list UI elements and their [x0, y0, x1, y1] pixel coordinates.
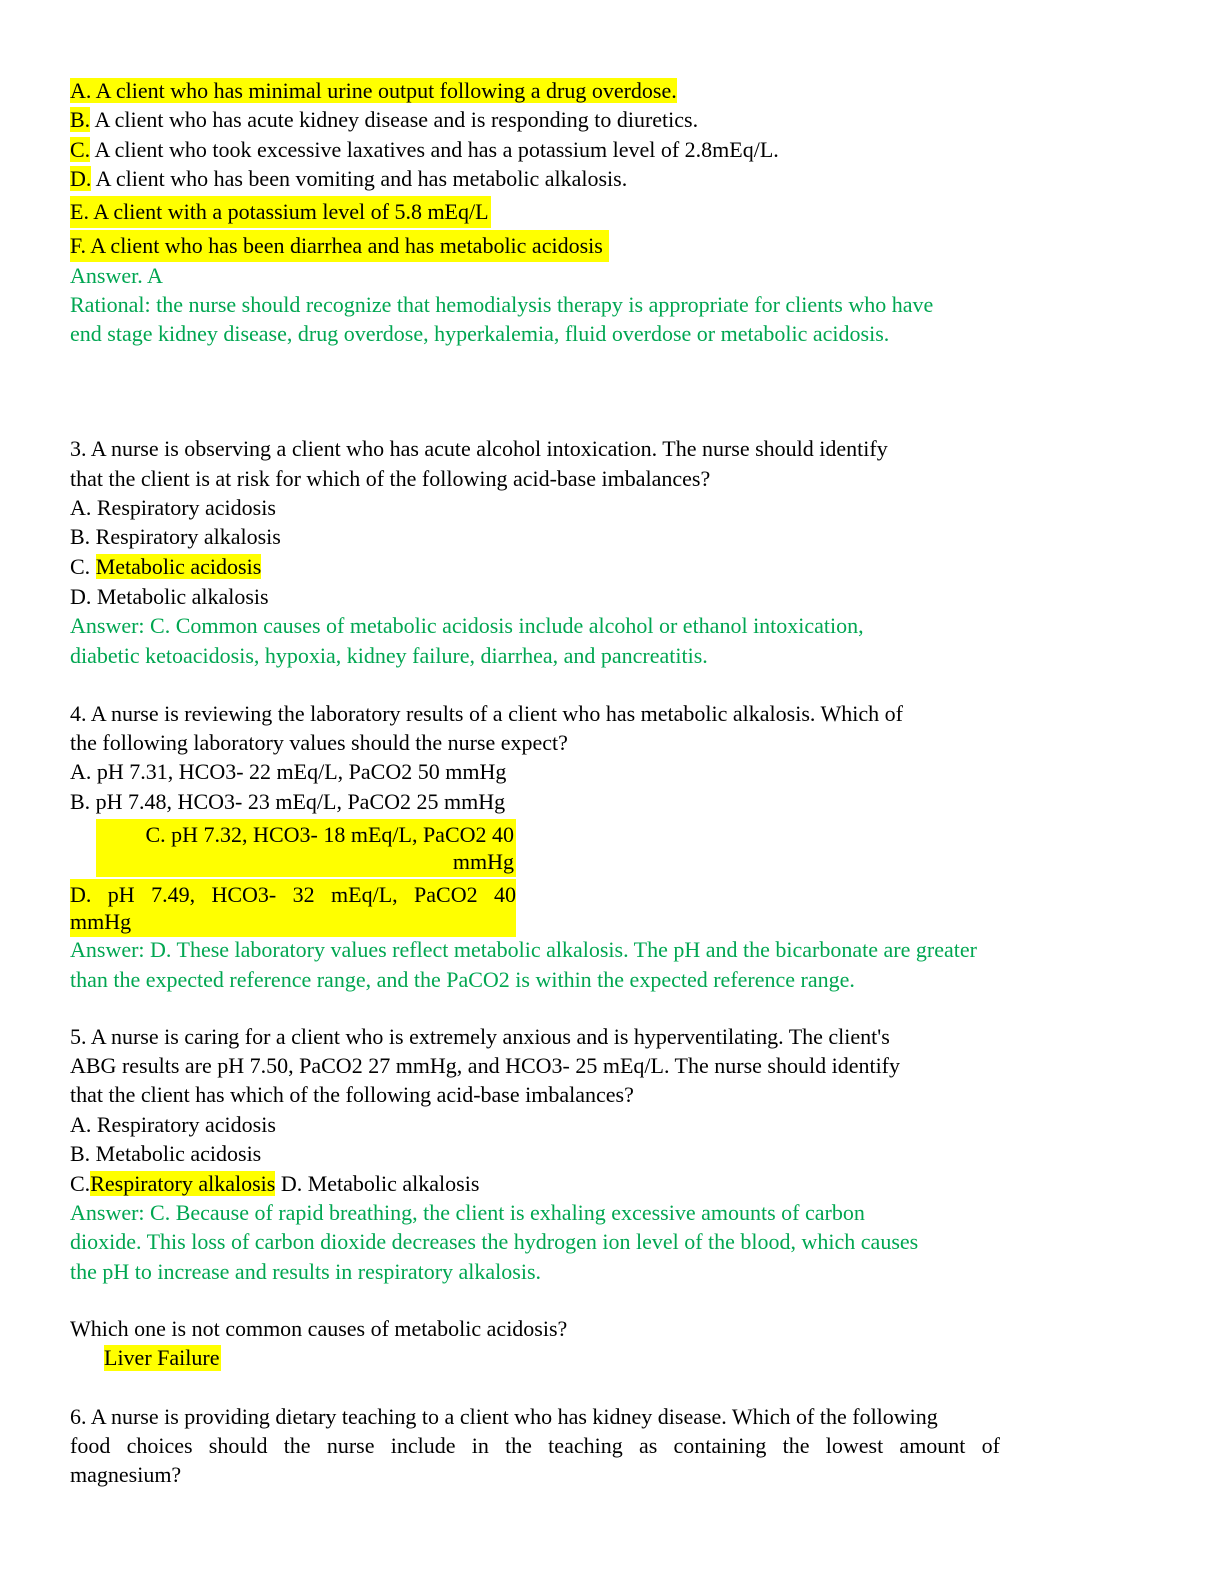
q5-option-c-d: C.Respiratory alkalosis D. Metabolic alkalosis: [70, 1171, 480, 1196]
q3-question-line-1: 3. A nurse is observing a client who has acute alcohol intoxication. The nurse should identify: [70, 436, 888, 461]
extra-question: Which one is not common causes of metabolic acidosis?: [70, 1316, 568, 1341]
q5-question-line-1: 5. A nurse is caring for a client who is extremely anxious and is hyperventilating. The client's: [70, 1024, 890, 1049]
q2-option-b: B. A client who has acute kidney disease and is responding to diuretics.: [70, 107, 699, 132]
q3-question-line-2: that the client is at risk for which of the following acid-base imbalances?: [70, 466, 711, 491]
q4-answer-line-1: Answer: D. These laboratory values reflect metabolic alkalosis. The pH and the bicarbonate are greater: [70, 937, 977, 962]
q2-rationale-line-2: end stage kidney disease, drug overdose, hyperkalemia, fluid overdose or metabolic acidosis.: [70, 321, 890, 346]
q2-answer: Answer. A: [70, 263, 163, 288]
q4-answer-line-2: than the expected reference range, and the PaCO2 is within the expected reference range.: [70, 967, 855, 992]
q2-option-e: E. A client with a potassium level of 5.8 mEq/L: [70, 196, 491, 228]
q5-answer-line-1: Answer: C. Because of rapid breathing, the client is exhaling excessive amounts of carbon: [70, 1200, 865, 1225]
q4-option-b: B. pH 7.48, HCO3- 23 mEq/L, PaCO2 25 mmHg: [70, 789, 506, 814]
q5-question-line-3: that the client has which of the following acid-base imbalances?: [70, 1082, 634, 1107]
q5-option-b: B. Metabolic acidosis: [70, 1141, 262, 1166]
q5-answer-line-3: the pH to increase and results in respiratory alkalosis.: [70, 1259, 542, 1284]
q4-option-c-line-1: C. pH 7.32, HCO3- 18 mEq/L, PaCO2 40: [145, 822, 514, 847]
q2-option-f: F. A client who has been diarrhea and has metabolic acidosis: [70, 230, 609, 262]
q4-option-d-line-2: mmHg: [70, 909, 132, 934]
q4-option-c-line-2: mmHg: [452, 849, 514, 874]
q5-answer-line-2: dioxide. This loss of carbon dioxide decreases the hydrogen ion level of the blood, which causes: [70, 1229, 919, 1254]
q3-answer-line-1: Answer: C. Common causes of metabolic acidosis include alcohol or ethanol intoxication,: [70, 613, 864, 638]
q3-option-b: B. Respiratory alkalosis: [70, 524, 281, 549]
q4-option-a: A. pH 7.31, HCO3- 22 mEq/L, PaCO2 50 mmHg: [70, 759, 507, 784]
q2-option-d: D. A client who has been vomiting and has metabolic alkalosis.: [70, 166, 628, 191]
q5-option-a: A. Respiratory acidosis: [70, 1112, 276, 1137]
q3-answer-line-2: diabetic ketoacidosis, hypoxia, kidney failure, diarrhea, and pancreatitis.: [70, 643, 708, 668]
q2-option-c: C. A client who took excessive laxatives and has a potassium level of 2.8mEq/L.: [70, 137, 779, 162]
q6-question-line-1: 6. A nurse is providing dietary teaching to a client who has kidney disease. Which of the following: [70, 1404, 938, 1429]
q3-option-d: D. Metabolic alkalosis: [70, 584, 269, 609]
extra-answer: Liver Failure: [104, 1345, 220, 1370]
q4-option-d-line-1: D. pH 7.49, HCO3- 32 mEq/L, PaCO2 40: [70, 882, 516, 907]
q6-question-line-3: magnesium?: [70, 1462, 182, 1487]
q5-question-line-2: ABG results are pH 7.50, PaCO2 27 mmHg, and HCO3- 25 mEq/L. The nurse should identify: [70, 1053, 901, 1078]
q4-question-line-1: 4. A nurse is reviewing the laboratory results of a client who has metabolic alkalosis. Which of: [70, 701, 903, 726]
q4-question-line-2: the following laboratory values should the nurse expect?: [70, 730, 568, 755]
q3-option-a: A. Respiratory acidosis: [70, 495, 276, 520]
q2-option-a: A. A client who has minimal urine output following a drug overdose.: [70, 78, 677, 103]
q2-rationale-line-1: Rational: the nurse should recognize that hemodialysis therapy is appropriate for clients who have: [70, 292, 934, 317]
q3-option-c: C. Metabolic acidosis: [70, 554, 262, 579]
q6-question-line-2: food choices should the nurse include in the teaching as containing the lowest amount of: [70, 1433, 1000, 1458]
